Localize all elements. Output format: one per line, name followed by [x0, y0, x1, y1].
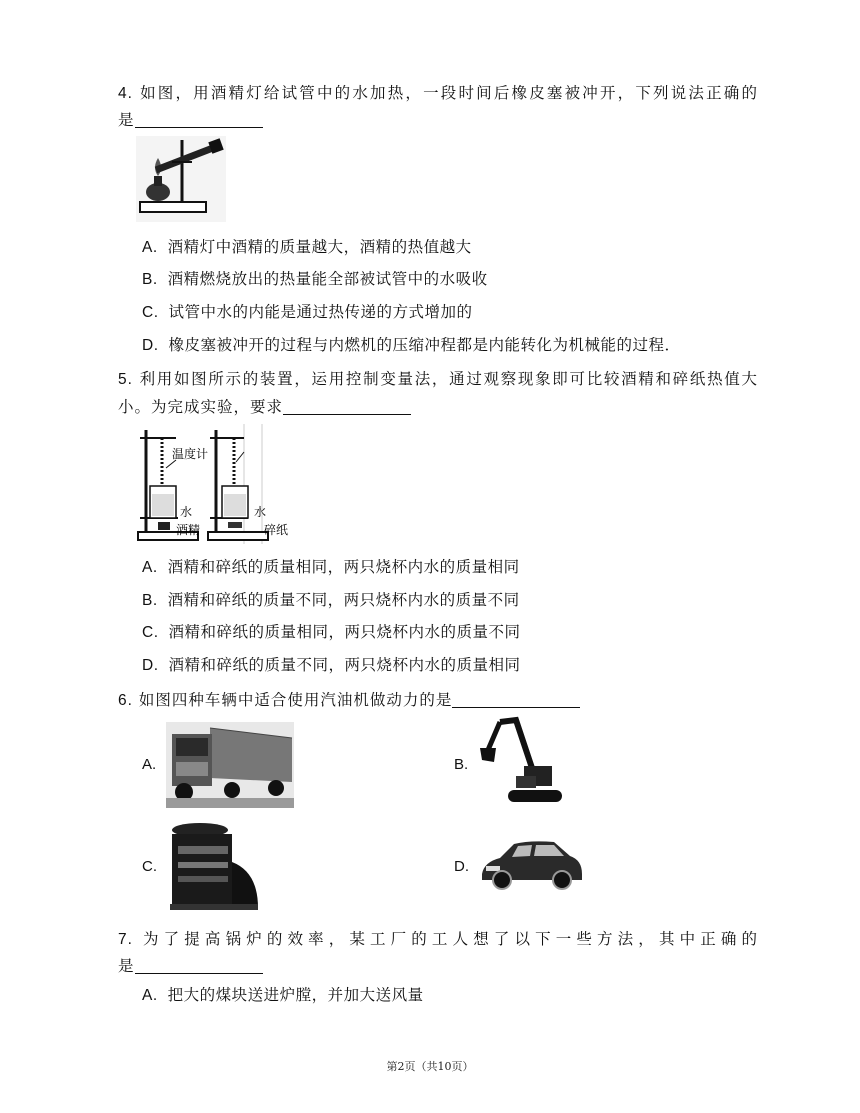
- q6-option-d-label[interactable]: D.: [454, 858, 469, 875]
- q6-option-b-label[interactable]: B.: [454, 756, 469, 773]
- excavator-image[interactable]: [478, 716, 564, 808]
- q6-option-c-label[interactable]: C.: [142, 858, 157, 875]
- option-label: B.: [142, 592, 158, 609]
- q7-number: 7.: [118, 931, 133, 948]
- q5-number: 5.: [118, 371, 133, 388]
- label-thermometer: 温度计: [172, 447, 209, 461]
- q5-stem-text: 利用如图所示的装置，运用控制变量法，通过观察现象即可比较酒精和碎纸热值大: [139, 370, 758, 388]
- label-water-right: 水: [254, 505, 267, 519]
- option-label: B.: [142, 271, 158, 288]
- q7-answer-blank[interactable]: [135, 957, 263, 974]
- option-label: C.: [142, 304, 159, 321]
- option-text: 酒精和碎纸的质量相同，两只烧杯内水的质量不同: [168, 623, 521, 641]
- q5-heat-value-apparatus-figure: [136, 424, 296, 544]
- q4-heating-apparatus-figure: [136, 136, 226, 222]
- q6-answer-blank[interactable]: [452, 691, 580, 708]
- q5-stem-line1: [118, 366, 758, 393]
- truck-image[interactable]: [166, 722, 294, 808]
- q4-option-c[interactable]: [142, 301, 473, 324]
- label-paper: 碎纸: [264, 523, 289, 537]
- option-label: D.: [142, 337, 159, 354]
- option-text: 酒精灯中酒精的质量越大，酒精的热值越大: [167, 238, 472, 256]
- q6-number: 6.: [118, 692, 133, 709]
- option-text: 试管中水的内能是通过热传递的方式增加的: [168, 303, 473, 321]
- option-text: 把大的煤块送进炉膛，并加大送风量: [167, 986, 424, 1004]
- option-label: A.: [142, 559, 158, 576]
- q6-stem: [118, 687, 758, 714]
- q5-stem-tail: 小。为完成实验，要求: [118, 398, 284, 416]
- q7-stem-tail: 是: [118, 957, 135, 975]
- q5-option-d[interactable]: [142, 654, 521, 677]
- option-text: 橡皮塞被冲开的过程与内燃机的压缩冲程都是内能转化为机械能的过程．: [168, 336, 681, 354]
- q6-option-a-label[interactable]: A.: [142, 756, 157, 773]
- q5-option-a[interactable]: [142, 556, 520, 579]
- option-text: 酒精和碎纸的质量不同，两只烧杯内水的质量相同: [168, 656, 521, 674]
- q7-stem-text: 为了提高锅炉的效率，某工厂的工人想了以下一些方法，其中正确的: [143, 930, 758, 948]
- option-text: 酒精燃烧放出的热量能全部被试管中的水吸收: [167, 270, 488, 288]
- q6-stem-text: 如图四种车辆中适合使用汽油机做动力的是: [138, 691, 453, 709]
- label-alcohol: 酒精: [176, 523, 201, 537]
- q7-stem-line2: [118, 953, 758, 980]
- page-footer: 第2页（共10页）: [386, 1060, 474, 1073]
- option-label: A.: [142, 987, 158, 1004]
- tractor-image[interactable]: [166, 822, 262, 912]
- q4-answer-blank[interactable]: [135, 111, 263, 128]
- q4-option-a[interactable]: [142, 236, 472, 259]
- q4-number: 4.: [118, 85, 133, 102]
- option-text: 酒精和碎纸的质量相同，两只烧杯内水的质量相同: [167, 558, 520, 576]
- option-label: C.: [142, 624, 159, 641]
- label-water-left: 水: [180, 505, 193, 519]
- q5-option-b[interactable]: [142, 589, 520, 612]
- option-label: A.: [142, 239, 158, 256]
- q4-stem-line2: [118, 107, 758, 134]
- q4-stem-line1: [118, 80, 758, 107]
- q5-answer-blank[interactable]: [283, 398, 411, 415]
- q4-option-d[interactable]: [142, 334, 681, 357]
- q7-stem-line1: [118, 926, 758, 953]
- q4-stem-text: 如图，用酒精灯给试管中的水加热，一段时间后橡皮塞被冲开，下列说法正确的: [140, 84, 758, 102]
- q5-option-c[interactable]: [142, 621, 521, 644]
- option-label: D.: [142, 657, 159, 674]
- q7-option-a[interactable]: [142, 984, 424, 1007]
- car-image[interactable]: [478, 836, 584, 894]
- q4-stem-tail: 是: [118, 111, 135, 129]
- q5-stem-line2: [118, 394, 758, 421]
- q4-option-b[interactable]: [142, 268, 488, 291]
- option-text: 酒精和碎纸的质量不同，两只烧杯内水的质量不同: [167, 591, 520, 609]
